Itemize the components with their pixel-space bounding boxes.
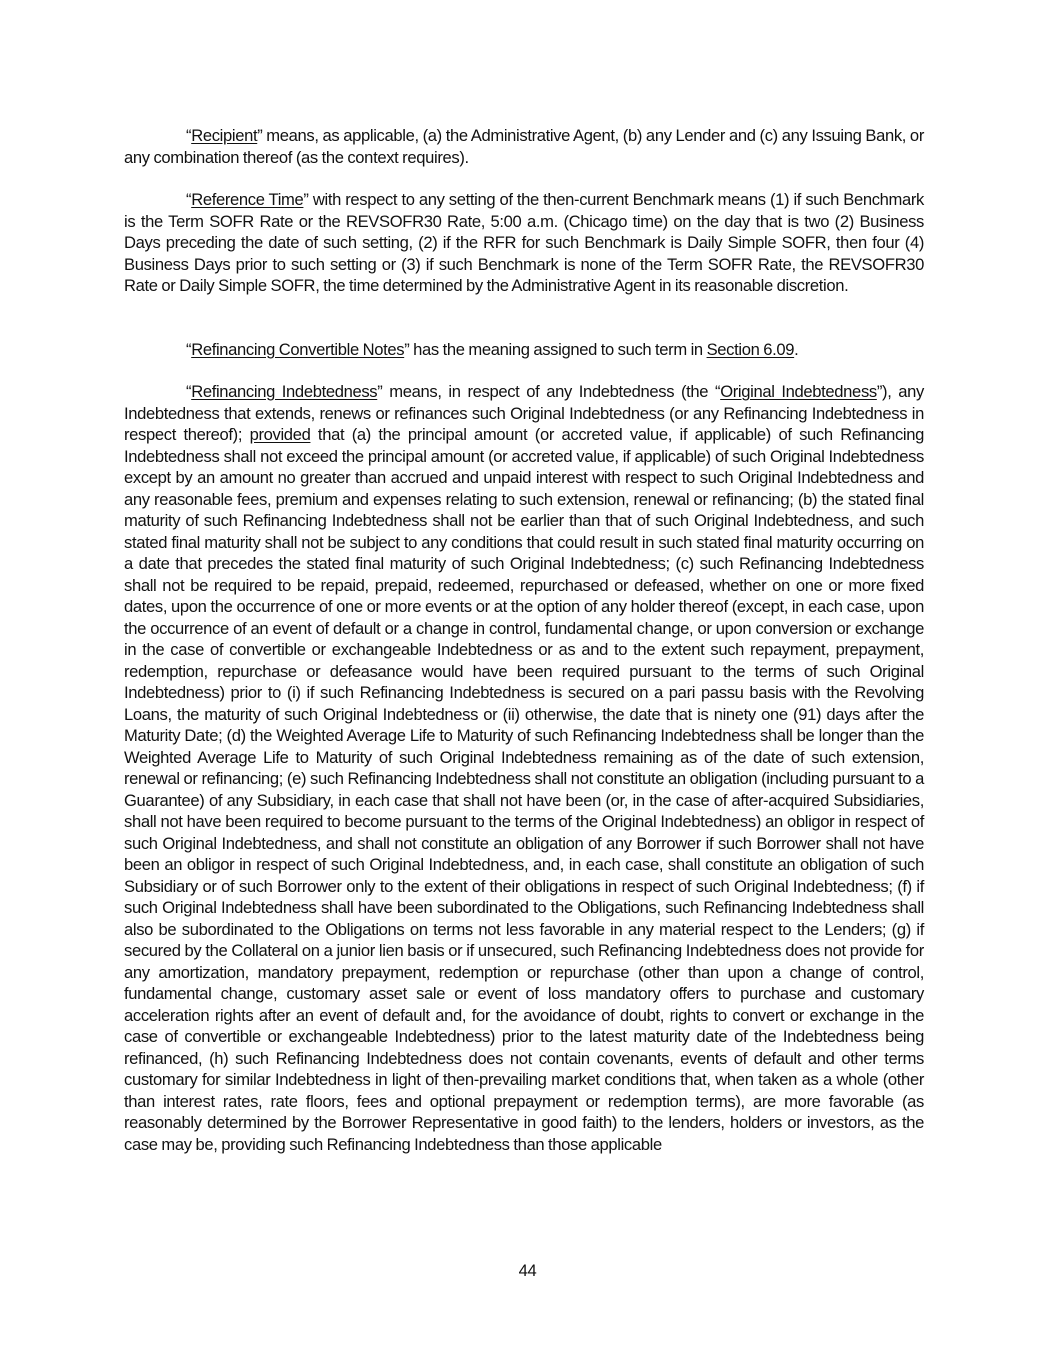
defined-subterm: Original Indebtedness	[720, 382, 877, 401]
definition-refinancing-convertible-notes	[124, 339, 924, 361]
definition-text-c: that (a) the principal amount (or accreted value, if applicable) of such Refinancing Indebtedness shall not exceed the principal amount (or accreted value, if applicable) of such Original Indebtedness except by an amount no greater than accrued and unpaid interest with respect to such Original Indebtedness and any reasonable fees, premium and expenses relating to such extension, renewal or refinancing; (b) the stated final maturity of such Refinancing Indebtedness shall not be earlier than that of such Original Indebtedness, and such stated final maturity shall not be subject to any conditions that could result in such stated final maturity occurring on a date that precedes the stated final maturity of such Original Indebtedness; (c) such Refinancing Indebtedness shall not be required to be repaid, prepaid, redeemed, repurchased or defeased, whether on one or more fixed dates, upon the occurrence of one or more events or at the option of any holder thereof (except, in each case, upon the occurrence of an event of default or a change in control, fundamental change, or upon conversion or exchange in the case of convertible or exchangeable Indebtedness or as and to the extent such repayment, prepayment, redemption, repurchase or defeasance would have been required pursuant to the terms of such Original Indebtedness) prior to (i) if such Refinancing Indebtedness is secured on a pari passu basis with the Revolving Loans, the maturity of such Original Indebtedness or (ii) otherwise, the date that is ninety one (91) days after the Maturity Date; (d) the Weighted Average Life to Maturity of such Refinancing Indebtedness shall be longer than the Weighted Average Life to Maturity of such Original Indebtedness remaining as of the date of such extension, renewal or refinancing; (e) such Refinancing Indebtedness shall not constitute an obligation (including pursuant to a Guarantee) of any Subsidiary, in each case that shall not have been (or, in the case of after-acquired Subsidiaries, shall not have been required to become pursuant to the terms of the Original Indebtedness) an obligor in respect of such Original Indebtedness, and shall not constitute an obligation of any Borrower if such Borrower shall not have been an obligor in respect of such Original Indebtedness, and, in each case, shall constitute an obligation of such Subsidiary or of such Borrower only to the extent of their obligations in respect of such Original Indebtedness; (f) if such Original Indebtedness shall have been subordinated to the Obligations, such Refinancing Indebtedness shall also be subordinated to the Obligations on terms not less favorable in any material respect to the Lenders; (g) if secured by the Collateral on a junior lien basis or if unsecured, such Refinancing Indebtedness does not provide for any amortization, mandatory prepayment, redemption or repurchase (other than upon a change of control, fundamental change, customary asset sale or event of loss mandatory offers to purchase and customary acceleration rights after an event of default and, for the avoidance of doubt, rights to convert or exchange in the case of convertible or exchangeable Indebtedness) prior to the latest maturity date of the Indebtedness being refinanced, (h) such Refinancing Indebtedness does not contain covenants, events of default and other terms customary for similar Indebtedness in light of then-prevailing market conditions that, when taken as a whole (other than interest rates, rate floors, fees and optional prepayment or redemption terms), are more favorable (as reasonably determined by the Borrower Representative in good faith) to the lenders, holders or investors, as the case may be, providing such Refinancing Indebtedness than those applicable	[124, 425, 925, 1154]
close-quote: ”	[377, 382, 383, 401]
close-quote: ”	[257, 126, 263, 145]
defined-term: Refinancing Convertible Notes	[191, 340, 405, 359]
close-quote: ”	[404, 340, 410, 359]
defined-term: Recipient	[191, 126, 258, 145]
definition-end: .	[794, 340, 799, 359]
definition-text: with respect to any setting of the then-current Benchmark means (1) if such Benchmark is the Term SOFR Rate or the REVSOFR30 Rate, 5:00 a.m. (Chicago time) on the day that is two (2) Business Days preceding the date of such setting, (2) if the RFR for such Benchmark is Daily Simple SOFR, then four (4) Business Days prior to such setting or (3) if such Benchmark is none of the Term SOFR Rate, the REVSOFR30 Rate or Daily Simple SOFR, the time determined by the Administrative Agent in its reasonable discretion.	[124, 190, 925, 295]
open-quote: “	[186, 190, 192, 209]
definition-text: means, as applicable, (a) the Administrative Agent, (b) any Lender and (c) any Issuing Bank, or any combination thereof (as the context requires).	[124, 126, 924, 167]
definition-recipient	[124, 125, 924, 168]
definition-text-a: means, in respect of any Indebtedness (the “	[382, 382, 721, 401]
open-quote: “	[186, 126, 192, 145]
section-reference: Section 6.09	[706, 340, 795, 359]
definition-refinancing-indebtedness	[124, 381, 924, 1155]
defined-term: Reference Time	[191, 190, 304, 209]
definition-text: has the meaning assigned to such term in	[409, 340, 707, 359]
close-quote: ”	[303, 190, 309, 209]
page-number: 44	[518, 1261, 537, 1280]
open-quote: “	[186, 382, 192, 401]
open-quote: “	[186, 340, 192, 359]
definition-reference-time	[124, 189, 924, 297]
defined-term: Refinancing Indebtedness	[191, 382, 378, 401]
definition-text-b: ”), any Indebtedness that extends, renews or refinances such Original Indebtedness (or any Refinancing Indebtedness in respect thereof);	[124, 382, 924, 444]
proviso-term: provided	[249, 425, 311, 444]
